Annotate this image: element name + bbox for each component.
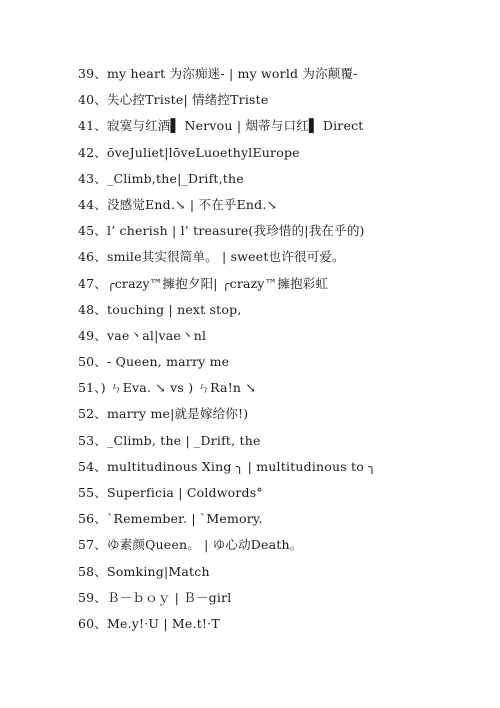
list-item: 40、失心控Triste| 情绪控Triste	[78, 92, 269, 108]
list-item: 42、ōveJuliet|lōveLuoethylEurope	[78, 144, 300, 160]
list-item: 47、╭crazy™擁抱夕阳| ╭crazy™擁抱彩虹	[78, 275, 329, 291]
list-item: 46、smile其实很简单。 | sweet也许很可爱。	[78, 249, 345, 265]
nickname-list	[78, 64, 484, 640]
list-item: 45、l’ cherish | l’ treasure(我珍惜的|我在乎的)	[78, 223, 365, 239]
list-item: 41、寂寞与红酒▌ Nervou | 烟蒂与口红▌ Direct	[78, 118, 364, 134]
list-item: 53、_Climb, the | _Drift, the	[78, 432, 261, 448]
list-item: 49、vae丶al|vae丶nl	[78, 327, 207, 343]
list-item: 55、Superficia | Coldwords°	[78, 485, 263, 500]
list-item: 56、`Remember. | `Memory.	[78, 511, 263, 527]
list-item: 43、_Climb,the|_Drift,the	[78, 170, 244, 186]
list-item: 44、没感觉End.↘ | 不在乎End.↘	[78, 196, 278, 212]
list-item: 51、) ㄣEva. ↘ vs ) ㄣRa!n ↘	[78, 380, 257, 396]
list-item: 54、multitudinous Xing ╮ | multitudinous to ╮	[78, 458, 376, 474]
list-item: 50、- Queen, marry me	[78, 354, 230, 370]
list-item: 58、Somking|Match	[78, 563, 210, 579]
list-item: 60、Me.y!·U | Me.t!·T	[78, 615, 220, 631]
list-item: 59、Ｂ－ｂｏｙ | Ｂ－girl	[78, 589, 232, 605]
list-item: 39、my heart 为沵痴迷- | my world 为沵颠覆-	[78, 66, 358, 81]
list-item: 48、touching | next stop,	[78, 301, 242, 317]
list-item: 52、marry me|就是嫁给你!)	[78, 406, 249, 422]
list-item: 57、ゆ素颜Queen。 | ゆ心动Death。	[78, 537, 303, 553]
